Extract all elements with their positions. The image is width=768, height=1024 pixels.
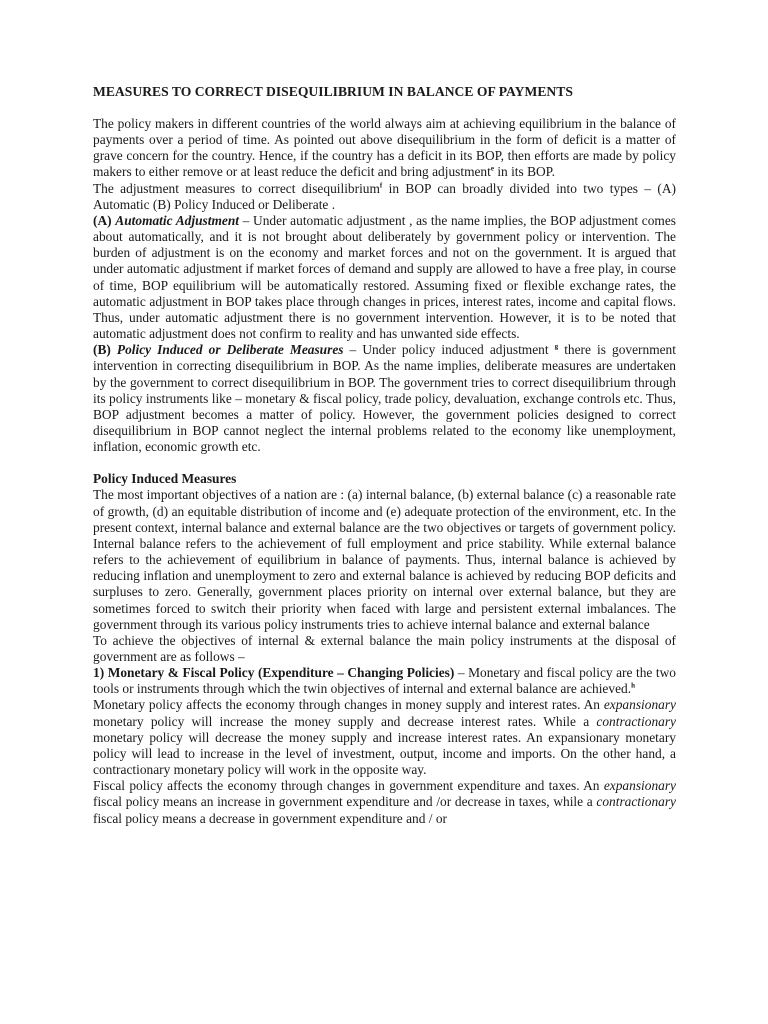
deliberate-pre: – Under policy induced adjustment (343, 342, 549, 358)
monetary-fiscal-text: – Monetary and fiscal policy are the two tools or instruments through which the twin objectives of internal and external balance are achieved. (93, 665, 676, 697)
monetary-text-2: monetary policy will increase the money supply and decrease interest rates. While a (93, 713, 597, 729)
types-post: in BOP can broadly divided into two types – (A) Automatic (B) Policy Induced or Deliberate . (93, 180, 677, 212)
monetary-fiscal-paragraph (93, 665, 676, 697)
deliberate-measures-paragraph (93, 342, 676, 455)
monetary-policy-paragraph (93, 697, 676, 778)
automatic-adjustment-paragraph (93, 213, 676, 342)
fiscal-contractionary: contractionary (596, 794, 676, 810)
automatic-text: – Under automatic adjustment , as the name implies, the BOP adjustment comes about automatically, and it is not brought about deliberately by government policy or intervention. The burden of adjustment is on the economy and market forces and not on the government. It is argued that under automatic adjustment if market forces of demand and supply are allowed to have a free play, in course of time, BOP equilibrium will be automatically restored. Assuming fixed or flexible exchange rates, the automatic adjustment in BOP takes place through changes in prices, interest rates, income and capital flows. Thus, under automatic adjustment there is no government intervention. However, it is to be noted that automatic adjustment does not confirm to reality and has unwanted side effects. (93, 212, 676, 342)
intro-tail: in its BOP. (493, 164, 555, 180)
deliberate-heading: Policy Induced or Deliberate Measures (116, 342, 344, 358)
fiscal-text-2: fiscal policy means an increase in government expenditure and /or decrease in taxes, while a (93, 794, 597, 810)
automatic-label: (A) (93, 212, 112, 228)
intro-paragraph (93, 116, 676, 181)
deliberate-label: (B) (93, 342, 111, 358)
automatic-heading: Automatic Adjustment (115, 212, 239, 228)
deliberate-post: there is government intervention in correcting disequilibrium in BOP. As the name implies, deliberate measures are undertaken by the government to correct disequilibrium in BOP. The government tries to correct disequilibrium through its policy instruments like – monetary & fiscal policy, trade policy, devaluation, exchange controls etc. Thus, BOP adjustment becomes a matter of policy. However, the government policies designed to correct disequilibrium in BOP cannot neglect the internal problems related to the economy like unemployment, inflation, economic growth etc. (93, 342, 676, 455)
fiscal-text-1: Fiscal policy affects the economy through changes in government expenditure and taxes. An (93, 778, 604, 794)
footnote-mark-h: h (631, 681, 635, 690)
fiscal-policy-paragraph (93, 778, 676, 826)
types-paragraph (93, 181, 676, 213)
monetary-text-1: Monetary policy affects the economy through changes in money supply and interest rates. An (93, 697, 604, 713)
monetary-contractionary: contractionary (596, 713, 676, 729)
objectives-paragraph: The most important objectives of a nation are : (a) internal balance, (b) external balance (c) a reasonable rate of growth, (d) an equitable distribution of income and (e) adequate protection of the environment, etc. In the present context, internal balance and external balance are the two objectives or targets of government policy. Internal balance refers to the achievement of full employment and price stability. While external balance refers to the achievement of equilibrium in balance of payments. Thus, internal balance is achieved by reducing inflation and unemployment to zero and external balance is achieved by reducing BOP deficits and surpluses to zero. Generally, government places priority on internal over external balance, but they are sometimes forced to switch their priority when faced with large and persistent external imbalances. The government through its various policy instruments tries to achieve internal balance and external balance (93, 487, 676, 632)
policy-induced-heading: Policy Induced Measures (93, 471, 237, 487)
monetary-fiscal-heading: 1) Monetary & Fiscal Policy (Expenditure – Changing Policies) (93, 665, 455, 681)
footnote-mark-f: f (379, 181, 383, 190)
page-title: MEASURES TO CORRECT DISEQUILIBRIUM IN BALANCE OF PAYMENTS (93, 84, 573, 99)
fiscal-expansionary: expansionary (603, 778, 676, 794)
section-gap (93, 455, 676, 471)
monetary-expansionary: expansionary (603, 697, 676, 713)
instruments-intro-paragraph: To achieve the objectives of internal & external balance the main policy instruments at the disposal of government are as follows – (93, 632, 676, 664)
footnote-mark-g: g (554, 342, 559, 351)
intro-text: The policy makers in different countries of the world always aim at achieving equilibrium in the balance of payments over a period of time. As pointed out above disequilibrium in the form of deficit is a matter of grave concern for the country. Hence, if the country has a deficit in its BOP, then efforts are made by policy makers to either remove or at least reduce the deficit and bring adjustment (93, 116, 676, 180)
monetary-text-3: monetary policy will decrease the money supply and increase interest rates. An expansionary monetary policy will lead to increase in the level of investment, output, income and imports. On the other hand, a contractionary monetary policy will work in the opposite way. (93, 729, 676, 778)
fiscal-text-3: fiscal policy means a decrease in government expenditure and / or (93, 810, 447, 826)
footnote-mark-e: e (490, 165, 494, 173)
types-pre: The adjustment measures to correct disequilibrium (93, 180, 380, 196)
